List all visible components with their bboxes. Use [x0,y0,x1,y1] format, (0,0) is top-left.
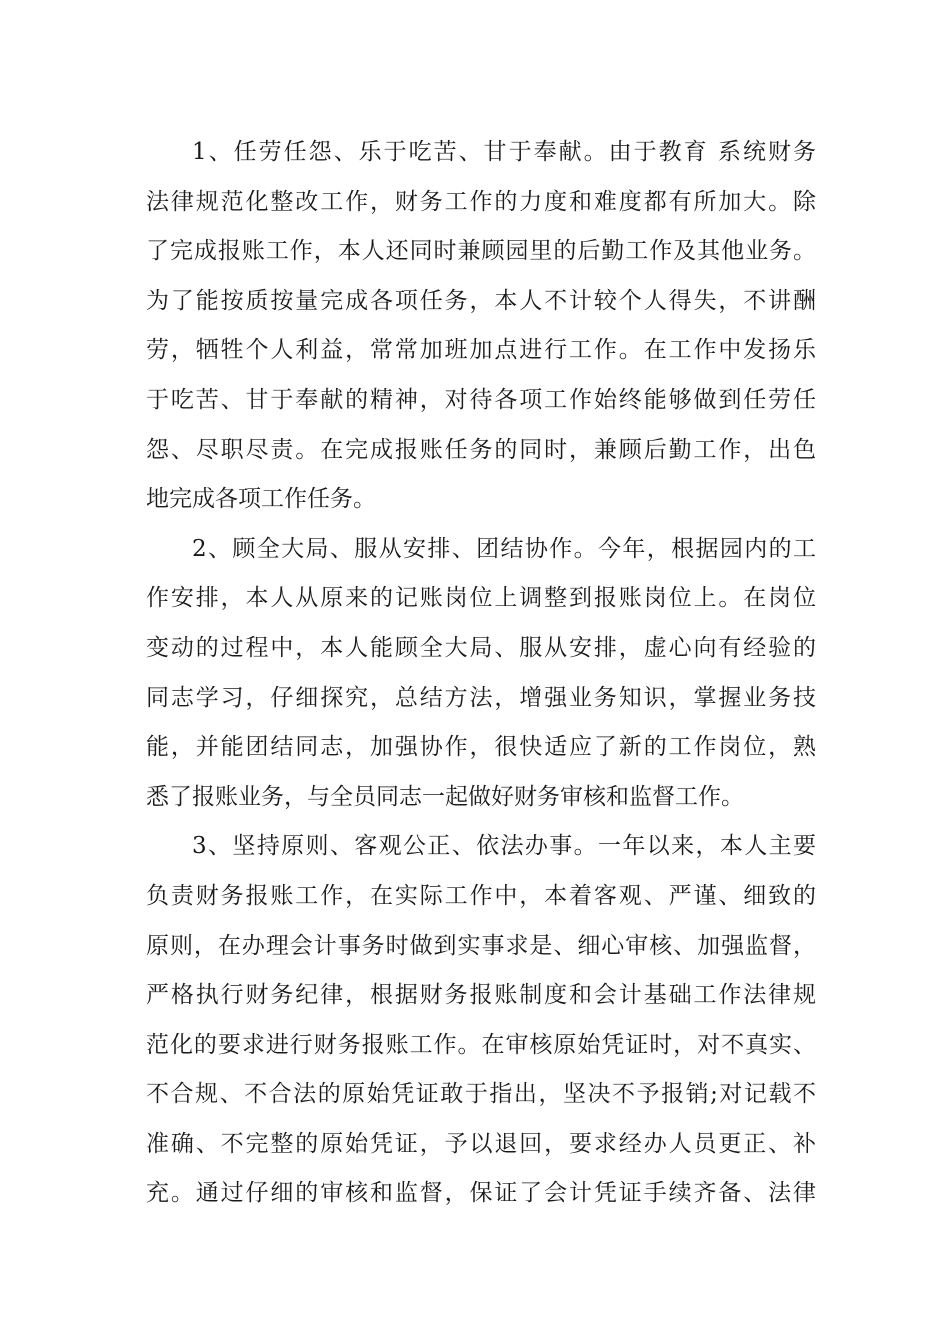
paragraph-3-line-5: 范化的要求进行财务报账工作。在审核原始凭证时，对不真实、 [146,1031,816,1058]
paragraph-1-line-6: 于吃苦、甘于奉献的精神，对待各项工作始终能够做到任劳任 [146,386,816,413]
paragraph-3-line-6: 不合规、不合法的原始凭证敢于指出，坚决不予报销;对记载不 [146,1081,816,1108]
paragraph-1-line-7: 怨、尽职尽责。在完成报账任务的同时，兼顾后勤工作，出色 [146,436,816,463]
paragraph-2-line-1: 2、顾全大局、服从安排、团结协作。今年，根据园内的工 [192,535,816,562]
paragraph-2-line-4: 同志学习，仔细探究，总结方法，增强业务知识，掌握业务技 [146,684,816,711]
paragraph-3-line-1: 3、坚持原则、客观公正、依法办事。一年以来，本人主要 [192,833,816,860]
document-body [146,128,816,1219]
paragraph-1-line-5: 劳，牺牲个人利益，常常加班加点进行工作。在工作中发扬乐 [146,337,816,364]
paragraph-3-line-8: 充。通过仔细的审核和监督，保证了会计凭证手续齐备、法律 [146,1180,816,1207]
paragraph-2-line-6: 悉了报账业务，与全员同志一起做好财务审核和监督工作。 [146,783,744,810]
paragraph-3-line-2: 负责财务报账工作，在实际工作中，本着客观、严谨、细致的 [146,882,816,909]
paragraph-3-line-3: 原则，在办理会计事务时做到实事求是、细心审核、加强监督， [146,932,816,959]
paragraph-2-line-5: 能，并能团结同志，加强协作，很快适应了新的工作岗位，熟 [146,734,816,761]
paragraph-1-line-4: 为了能按质按量完成各项任务，本人不计较个人得失，不讲酬 [146,287,816,314]
paragraph-1-line-8: 地完成各项工作任务。 [146,486,376,513]
paragraph-3-line-7: 准确、不完整的原始凭证，予以退回，要求经办人员更正、补 [146,1130,816,1157]
paragraph-1-line-1: 1、任劳任怨、乐于吃苦、甘于奉献。由于教育 系统财务 [192,139,816,165]
paragraph-1-line-3: 了完成报账工作，本人还同时兼顾园里的后勤工作及其他业务。 [146,238,816,265]
paragraph-2-line-3: 变动的过程中，本人能顾全大局、服从安排，虚心向有经验的 [146,634,816,661]
paragraph-3-line-4: 严格执行财务纪律，根据财务报账制度和会计基础工作法律规 [146,982,816,1009]
paragraph-2-line-2: 作安排，本人从原来的记账岗位上调整到报账岗位上。在岗位 [146,585,816,612]
paragraph-1-line-2: 法律规范化整改工作，财务工作的力度和难度都有所加大。除 [146,188,816,215]
